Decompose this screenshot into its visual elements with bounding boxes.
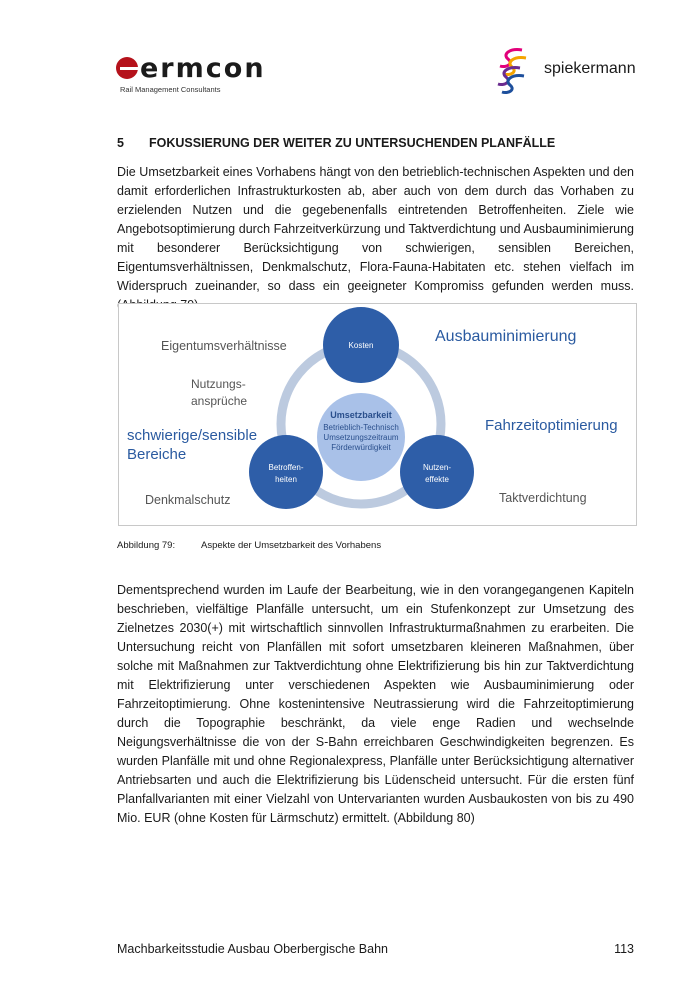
label-ausbauminimierung: Ausbauminimierung (435, 328, 577, 345)
spiekermann-logo-icon (492, 46, 542, 96)
center-line-2: Umsetzungszeitraum (323, 433, 399, 442)
footer-title: Machbarkeitsstudie Ausbau Oberbergische Bahn (117, 942, 388, 956)
caption-text: Aspekte der Umsetzbarkeit des Vorhabens (201, 540, 382, 551)
circle-nutzeneffekte (400, 435, 474, 509)
ermcon-logo (116, 53, 266, 96)
paragraph-intro: Die Umsetzbarkeit eines Vorhabens hängt von den betrieblich-technischen Aspekten und den damit erforderlichen Infrastrukturkosten ab, aber auch von dem durch das Vorhaben zu erzielenden Nutzen und die gegebenenfalls eintretenden Betroffenheiten. Ziele wie Angebotsoptimierung durch Fahrzeitverkürzung und Taktverdichtung und Ausbauminimierung mit besonderer Berücksichtigung von schwierigen, sensiblen Bereichen, Eigentumsverhältnissen, Denkmalschutz, Flora-Fauna-Habitaten etc. stehen vielfach im Widerspruch zueinander, so dass ein geeigneter Kompromiss gefunden werden muss. (117, 165, 634, 293)
label-schwierige-line-2: Bereiche (127, 446, 187, 463)
label-fahrzeitoptimierung: Fahrzeitoptimierung (485, 417, 618, 434)
spiekermann-wordmark: spiekermann (544, 60, 636, 77)
ermcon-wordmark: ermcon (140, 53, 266, 84)
circle-betroffenheiten (249, 435, 323, 509)
ermcon-subtitle: Rail Management Consultants (120, 85, 221, 94)
figure-caption (117, 540, 381, 551)
label-schwierige-line-1: schwierige/sensible (127, 427, 258, 444)
center-title: Umsetzbarkeit (330, 410, 392, 420)
circle-betroffenheiten-line-2: heiten (275, 475, 297, 484)
caption-label: Abbildung 79: (117, 540, 176, 551)
label-eigentum: Eigentumsverhältnisse (161, 339, 287, 353)
paragraph-planfaelle: Dementsprechend wurden im Laufe der Bearbeitung, wie in den vorangegangenen Kapiteln beschrieben, vielfältige Planfälle untersucht, um ein Stufenkonzept zur Umsetzung des Zielnetzes 2030(+) mit wirtschaftlich sinnvollen Infrastrukturmaßnahmen zu erarbeiten. Die Untersuchung reicht von Planfällen mit sofort umsetzbaren kleineren Maßnahmen, über solche mit Maßnahmen zur Taktverdichtung ohne Elektrifizierung bis hin zur Taktverdichtung mit Elektrifizierung unter verschiedenen Aspekten wie Ausbauminimierung oder Fahrzeitoptimierung. Ohne kostenintensive Neutrassierung wird die Fahrzeitoptimierung durch die Topographie beschränkt, da viele enge Radien und wechselnde Neigungsverhältnisse die von der S-Bahn erreichbaren Geschwindigkeiten begrenzen. Es wurden Planfälle mit und ohne Regionalexpress, Planfälle unter Berücksichtigung alternativer Antriebsarten und auch die Elektrifizierung bis Lüdenscheid untersucht. Für die ersten fünf Planfallvarianten mit einer Vielzahl von Untervarianten wurden Ausbaukosten von bis zu 490 Mio. EUR (ohne Kosten für Lärmschutz) ermittelt. (Abbildung 80) (117, 583, 634, 825)
umsetzbarkeit-diagram (119, 304, 636, 525)
section-heading (117, 136, 555, 150)
label-nutzungs-line-2: ansprüche (191, 394, 248, 408)
circle-nutzeneffekte-line-2: effekte (425, 475, 449, 484)
circle-betroffenheiten-line-1: Betroffen- (268, 463, 304, 472)
figure-umsetzbarkeit (118, 303, 637, 526)
section-title: FOKUSSIERUNG DER WEITER ZU UNTERSUCHENDEN PLANFÄLLE (149, 136, 556, 150)
page-number: 113 (614, 942, 634, 956)
label-taktverdichtung: Taktverdichtung (499, 491, 587, 505)
spiekermann-logo (492, 46, 637, 96)
label-nutzungs-line-1: Nutzungs- (191, 377, 246, 391)
circle-nutzeneffekte-line-1: Nutzen- (422, 463, 452, 472)
center-line-3: Förderwürdigkeit (331, 443, 391, 452)
circle-kosten-label: Kosten (348, 341, 374, 350)
label-denkmalschutz: Denkmalschutz (145, 493, 231, 507)
center-line-1: Betrieblich-Technisch (323, 423, 399, 432)
section-number: 5 (117, 136, 124, 150)
